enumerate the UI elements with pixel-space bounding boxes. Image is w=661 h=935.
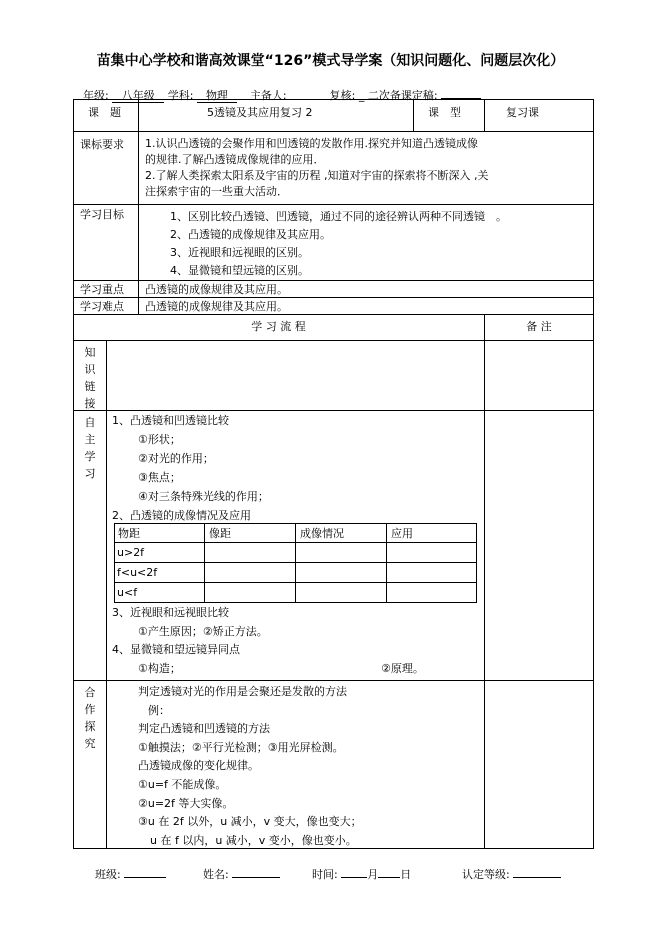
standards-line: 2.了解人类探索太阳系及宇宙的历程 ,知道对宇宙的探索将不断深入 ,关: [145, 169, 489, 182]
knowledge-link-label: 知识链接: [84, 346, 96, 410]
objective-item: 3、近视眼和远视眼的区别。: [170, 246, 309, 259]
table-row-label: u>2f: [117, 546, 145, 559]
key-point-label: 学习重点: [80, 283, 124, 296]
second-prep-label: 二次备课定稿:: [367, 89, 438, 102]
objective-item: 1、区别比较凸透镜、凹透镜，通过不同的途径辨认两种不同透镜 。: [170, 210, 507, 223]
topic-label: 课 题: [88, 106, 121, 119]
footer-name-label: 姓名:: [203, 868, 229, 881]
coop-line: 例：: [148, 703, 170, 717]
table-row-label: f<u<2f: [117, 566, 158, 579]
item1-sub: ②对光的作用；: [138, 452, 214, 465]
footer-name: [203, 866, 280, 882]
table-header-application: 应用: [391, 527, 413, 540]
table-header-object-distance: 物距: [118, 527, 140, 540]
objective-item: 2、凸透镜的成像规律及其应用。: [170, 228, 331, 241]
item1-sub: ④对三条特殊光线的作用；: [138, 490, 269, 503]
coop-line: ②u=2f 等大实像。: [138, 796, 234, 810]
coop-line: ③u 在 2f 以外，u 减小，v 变大，像也变大；: [138, 815, 362, 829]
standards-line: 1.认识凸透镜的会聚作用和凹透镜的发散作用.探究并知道凸透镜成像: [145, 137, 478, 150]
cooperative-inquiry-label: 合作探究: [84, 686, 96, 750]
self-study-item-2: 2、凸透镜的成像情况及应用: [112, 509, 251, 522]
footer-month: 月: [367, 868, 379, 881]
coop-content: [138, 683, 362, 850]
standards-label: 课标要求: [80, 138, 124, 151]
standards-text: [145, 136, 488, 200]
coop-line: ①触摸法；②平行光检测；③用光屏检测。: [138, 740, 344, 754]
self-study-item-1: 1、凸透镜和凹透镜比较: [112, 414, 229, 427]
footer-class-label: 班级:: [95, 868, 121, 881]
objectives-list: [170, 208, 507, 280]
self-study-item-4: 4、显微镜和望远镜异同点: [112, 643, 240, 656]
standards-line: 的规律.了解凸透镜成像规律的应用．: [145, 153, 325, 166]
standards-line: 注探索宇宙的一些重大活动．: [145, 185, 288, 198]
objectives-label: 学习目标: [80, 208, 124, 221]
grade-value: 八年级: [112, 90, 164, 103]
grade-label: 年级:: [83, 89, 109, 102]
reviewer-label: 复核:: [329, 89, 356, 102]
topic-value: 5透镜及其应用复习 2: [207, 106, 313, 119]
item1-sub: ①形状；: [138, 433, 181, 446]
type-value: 复习课: [506, 106, 539, 119]
footer-time-label: 时间:: [312, 868, 338, 881]
reviewer-value: _: [358, 89, 365, 102]
self-study-label: 自主学习: [84, 416, 96, 480]
item4-sub-structure: ①构造；: [138, 662, 181, 675]
self-study-item-3: 3、近视眼和远视眼比较: [112, 606, 229, 619]
coop-line: 凸透镜成像的变化规律。: [138, 759, 259, 773]
item4-sub-principle: ②原理。: [381, 662, 424, 675]
difficulty-label: 学习难点: [80, 300, 124, 313]
table-row-label: u<f: [117, 586, 138, 599]
footer-time: [312, 866, 411, 882]
table-header-imaging: 成像情况: [300, 527, 344, 540]
item1-sub: ③焦点；: [138, 471, 181, 484]
objective-item: 4、显微镜和望远镜的区别。: [170, 264, 309, 277]
type-label: 课 型: [428, 106, 461, 119]
process-header: 学 习 流 程: [251, 320, 306, 333]
footer-grade-label: 认定等级:: [462, 868, 510, 881]
footer-day: 日: [400, 868, 412, 881]
subject-label: 学科:: [167, 89, 194, 102]
item3-sub: ①产生原因；②矫正方法。: [138, 625, 268, 638]
coop-line: u 在 f 以内，u 减小，v 变小，像也变小。: [150, 833, 357, 847]
subject-value: 物理: [197, 90, 237, 103]
difficulty-value: 凸透镜的成像规律及其应用。: [145, 300, 288, 313]
notes-header: 备 注: [526, 320, 552, 333]
coop-line: 判定凸透镜和凹透镜的方法: [138, 722, 270, 736]
preparer-label: 主备人:: [249, 89, 287, 102]
key-point-value: 凸透镜的成像规律及其应用。: [145, 283, 288, 296]
coop-line: ①u=f 不能成像。: [138, 777, 227, 791]
page-title: 苗集中心学校和谐高效课堂“126”模式导学案（知识问题化、问题层次化）: [96, 53, 565, 69]
coop-line: 判定透镜对光的作用是会聚还是发散的方法: [138, 685, 347, 698]
footer-grade: [462, 866, 561, 882]
footer-class: [95, 866, 166, 882]
table-header-image-distance: 像距: [209, 527, 231, 540]
